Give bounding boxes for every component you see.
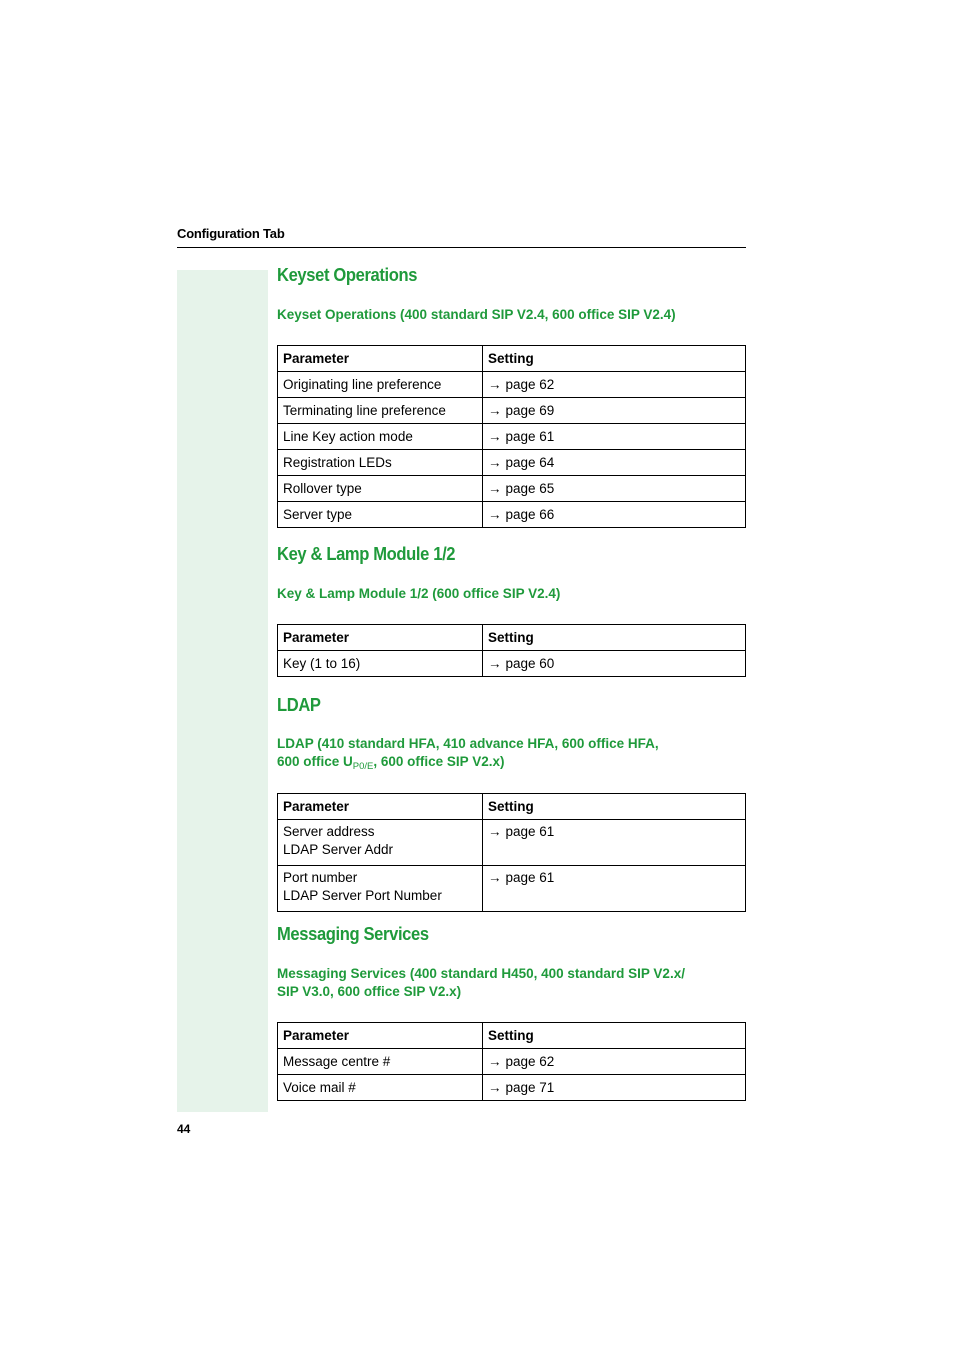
header-title: Configuration Tab <box>177 226 285 241</box>
section-heading-key-lamp-module: Key & Lamp Module 1/2 <box>277 544 456 564</box>
ldap-table <box>277 793 746 912</box>
table-row <box>278 372 746 398</box>
table-row <box>278 398 746 424</box>
parameter-cell: Rollover type <box>278 476 483 502</box>
table-header-row <box>278 625 746 651</box>
parameter-cell: Registration LEDs <box>278 450 483 476</box>
parameter-name: Server address <box>283 824 375 839</box>
subheading-line: SIP V3.0, 600 office SIP V2.x) <box>277 984 462 999</box>
section-heading-keyset-operations: Keyset Operations <box>277 265 418 285</box>
right-arrow-icon: → <box>488 481 502 496</box>
page-reference: page 60 <box>505 656 555 671</box>
right-arrow-icon: → <box>488 1080 502 1095</box>
setting-cell <box>483 651 746 677</box>
parameter-cell: Server type <box>278 502 483 528</box>
page-reference: page 61 <box>505 429 555 444</box>
section-subheading-messaging-services <box>277 965 685 1001</box>
subheading-line: LDAP (410 standard HFA, 410 advance HFA, 600 office HFA, <box>277 736 659 751</box>
key-lamp-module-table <box>277 624 746 677</box>
column-header-setting: Setting <box>483 794 746 820</box>
column-header-setting: Setting <box>483 1023 746 1049</box>
parameter-cell: Terminating line preference <box>278 398 483 424</box>
page-reference: page 62 <box>505 377 555 392</box>
section-subheading-keyset-operations: Keyset Operations (400 standard SIP V2.4, 600 office SIP V2.4) <box>277 307 676 322</box>
setting-cell <box>483 1075 746 1101</box>
column-header-setting: Setting <box>483 346 746 372</box>
parameter-cell: Voice mail # <box>278 1075 483 1101</box>
subheading-line <box>277 753 659 776</box>
table-row <box>278 1075 746 1101</box>
table-header-row <box>278 794 746 820</box>
header-rule <box>177 247 746 248</box>
setting-cell <box>483 398 746 424</box>
setting-cell <box>483 502 746 528</box>
right-arrow-icon: → <box>488 377 502 392</box>
right-arrow-icon: → <box>488 1054 502 1069</box>
parameter-cell: Key (1 to 16) <box>278 651 483 677</box>
right-arrow-icon: → <box>488 824 502 839</box>
page-reference: page 61 <box>505 824 555 839</box>
setting-cell <box>483 372 746 398</box>
column-header-parameter: Parameter <box>278 625 483 651</box>
keyset-operations-table <box>277 345 746 528</box>
subheading-text: 600 office U <box>277 754 353 769</box>
right-arrow-icon: → <box>488 429 502 444</box>
parameter-cell <box>278 820 483 866</box>
parameter-cell: Originating line preference <box>278 372 483 398</box>
right-arrow-icon: → <box>488 656 502 671</box>
section-subheading-ldap <box>277 735 659 776</box>
subheading-text: , 600 office SIP V2.x) <box>373 754 505 769</box>
section-subheading-key-lamp-module: Key & Lamp Module 1/2 (600 office SIP V2.4) <box>277 586 561 601</box>
right-arrow-icon: → <box>488 403 502 418</box>
page-reference: page 62 <box>505 1054 555 1069</box>
page-reference: page 64 <box>505 455 555 470</box>
parameter-cell <box>278 866 483 912</box>
right-arrow-icon: → <box>488 455 502 470</box>
right-arrow-icon: → <box>488 870 502 885</box>
parameter-name: Port number <box>283 870 358 885</box>
table-row <box>278 651 746 677</box>
table-row <box>278 1049 746 1075</box>
setting-cell <box>483 866 746 912</box>
column-header-parameter: Parameter <box>278 794 483 820</box>
table-row <box>278 502 746 528</box>
setting-cell <box>483 820 746 866</box>
page-reference: page 61 <box>505 870 555 885</box>
parameter-cell: Message centre # <box>278 1049 483 1075</box>
subheading-line: Messaging Services (400 standard H450, 400 standard SIP V2.x/ <box>277 966 685 981</box>
setting-cell <box>483 450 746 476</box>
sidebar-margin <box>177 270 268 1112</box>
parameter-alt-name: LDAP Server Port Number <box>283 888 442 903</box>
page-number: 44 <box>177 1122 191 1136</box>
table-row <box>278 866 746 912</box>
setting-cell <box>483 424 746 450</box>
setting-cell <box>483 476 746 502</box>
section-heading-messaging-services: Messaging Services <box>277 924 429 944</box>
right-arrow-icon: → <box>488 507 502 522</box>
column-header-parameter: Parameter <box>278 346 483 372</box>
page-reference: page 66 <box>505 507 555 522</box>
page-reference: page 71 <box>505 1080 555 1095</box>
subscript-text: P0/E <box>352 761 374 772</box>
table-row <box>278 820 746 866</box>
messaging-services-table <box>277 1022 746 1101</box>
parameter-cell: Line Key action mode <box>278 424 483 450</box>
setting-cell <box>483 1049 746 1075</box>
table-row <box>278 424 746 450</box>
column-header-parameter: Parameter <box>278 1023 483 1049</box>
page-reference: page 69 <box>505 403 555 418</box>
table-row <box>278 476 746 502</box>
parameter-alt-name: LDAP Server Addr <box>283 842 394 857</box>
table-header-row <box>278 346 746 372</box>
section-heading-ldap: LDAP <box>277 695 321 715</box>
column-header-setting: Setting <box>483 625 746 651</box>
page-reference: page 65 <box>505 481 555 496</box>
table-header-row <box>278 1023 746 1049</box>
table-row <box>278 450 746 476</box>
